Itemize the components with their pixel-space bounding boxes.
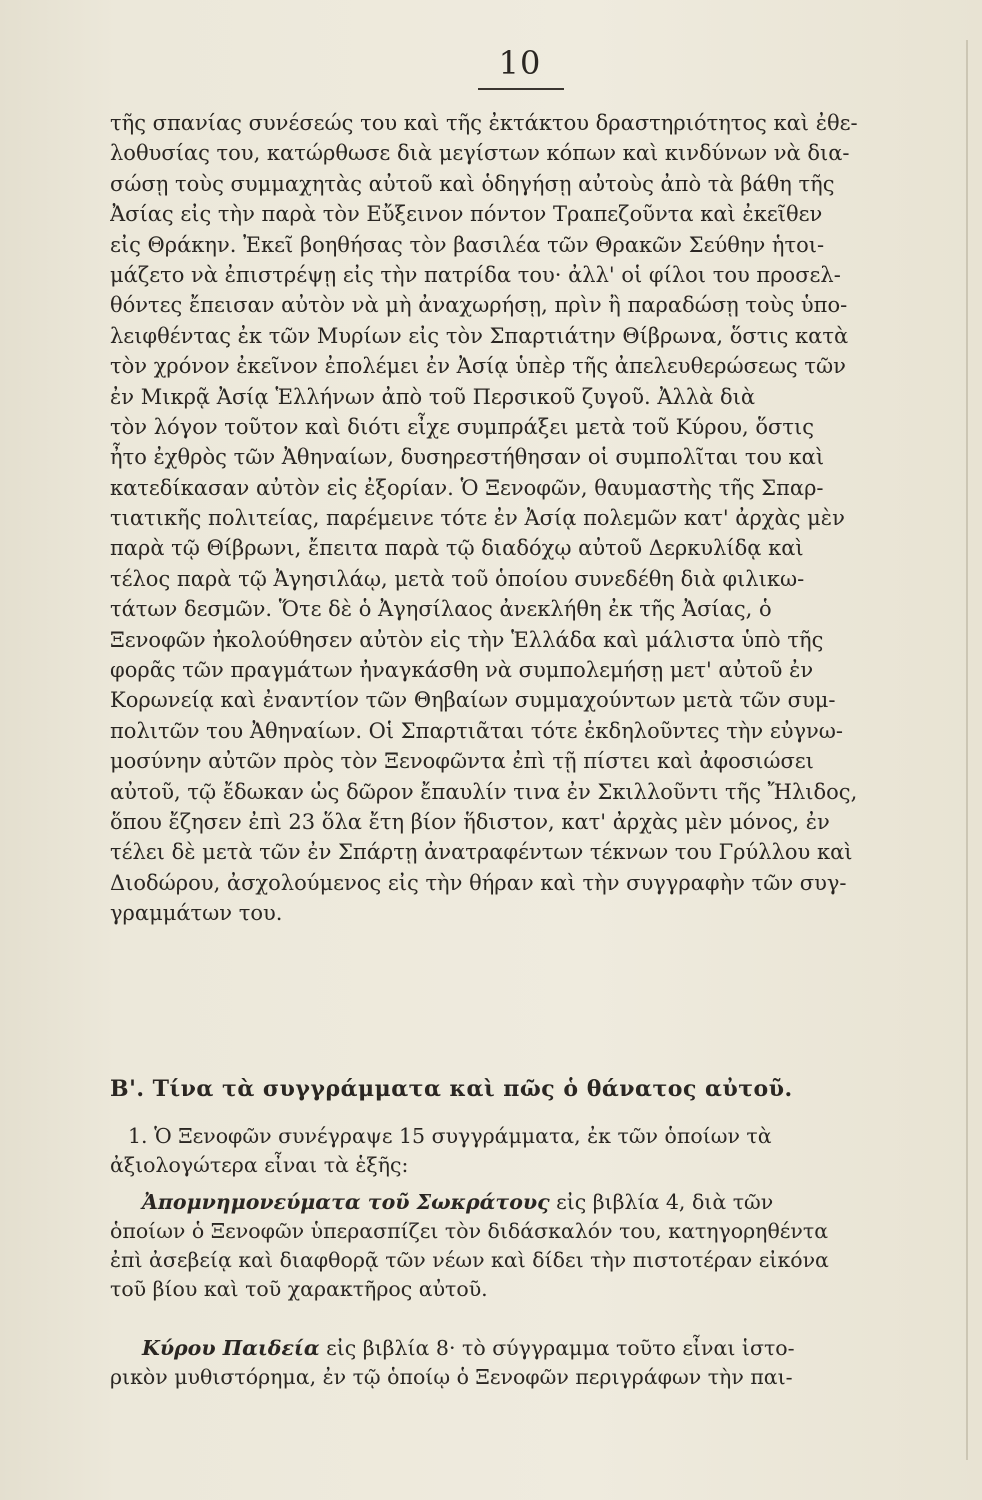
text-line: γραμμάτων του. (110, 901, 283, 926)
paragraph-3-first-line (110, 1188, 886, 1217)
text-line: τιατικῆς πολιτείας, παρέμεινε τότε ἐν Ἀσίᾳ πολεμῶν κατ' ἀρχὰς μὲν (110, 506, 845, 531)
text-line: τοῦ βίου καὶ τοῦ χαρακτῆρος αὐτοῦ. (110, 1277, 488, 1301)
paragraph-4 (110, 1334, 886, 1392)
text-line: 1. Ὁ Ξενοφῶν συνέγραψε 15 συγγράμματα, ἐκ τῶν ὁποίων τὰ (128, 1124, 772, 1148)
text-line: ὅπου ἔζησεν ἐπὶ 23 ὅλα ἔτη βίον ἥδιστον, κατ' ἀρχὰς μὲν μόνος, ἐν (110, 809, 830, 834)
text-line: τὸν χρόνον ἐκεῖνον ἐπολέμει ἐν Ἀσίᾳ ὑπὲρ τῆς ἀπελευθερώσεως τῶν (110, 354, 846, 379)
text-line: μάζετο νὰ ἐπιστρέψῃ εἰς τὴν πατρίδα του· ἀλλ' οἱ φίλοι του προσελ- (110, 262, 841, 287)
text-line: μοσύνην αὐτῶν πρὸς τὸν Ξενοφῶντα ἐπὶ τῇ πίστει καὶ ἀφοσιώσει (110, 749, 814, 774)
paragraph-4-first-rest: εἰς βιβλία 8· τὸ σύγγραμμα τοῦτο εἶναι ἱστο- (319, 1336, 795, 1360)
text-line: τάτων δεσμῶν. Ὅτε δὲ ὁ Ἀγησίλαος ἀνεκλήθη ἐκ τῆς Ἀσίας, ὁ (110, 597, 772, 622)
text-line: ρικὸν μυθιστόρημα, ἐν τῷ ὁποίῳ ὁ Ξενοφῶν περιγράφων τὴν παι- (110, 1365, 793, 1389)
text-line: ἦτο ἐχθρὸς τῶν Ἀθηναίων, δυσηρεστήθησαν οἱ συμπολῖται του καὶ (110, 445, 825, 470)
page-number: 10 (498, 44, 542, 82)
paragraph-2 (110, 1122, 886, 1180)
text-line: τέλος παρὰ τῷ Ἀγησιλάῳ, μετὰ τοῦ ὁποίου συνεδέθη διὰ φιλικω- (110, 566, 805, 591)
paragraph-3-lines (110, 1217, 886, 1304)
page-number-rule (478, 88, 564, 90)
paragraph-3-first-rest: εἰς βιβλία 4, διὰ τῶν (549, 1190, 774, 1214)
text-line: λειφθέντας ἐκ τῶν Μυρίων εἰς τὸν Σπαρτιάτην Θίβρωνα, ὅστις κατὰ (110, 323, 849, 348)
page-edge (966, 40, 968, 1460)
text-line: Διοδώρου, ἀσχολούμενος εἰς τὴν θήραν καὶ τὴν συγγραφὴν τῶν συγ- (110, 870, 847, 895)
text-line: σώσῃ τοὺς συμμαχητὰς αὐτοῦ καὶ ὁδηγήσῃ αὐτοὺς ἀπὸ τὰ βάθη τῆς (110, 171, 835, 196)
text-line: τέλει δὲ μετὰ τῶν ἐν Σπάρτῃ ἀνατραφέντων τέκνων του Γρύλλου καὶ (110, 840, 853, 865)
paragraph-1 (110, 108, 886, 929)
text-line: Ξενοφῶν ἠκολούθησεν αὐτὸν εἰς τὴν Ἑλλάδα καὶ μάλιστα ὑπὸ τῆς (110, 627, 824, 652)
text-line: θόντες ἔπεισαν αὐτὸν νὰ μὴ ἀναχωρήσῃ, πρὶν ἢ παραδώσῃ τοὺς ὑπο- (110, 293, 848, 318)
paragraph-4-lines (110, 1363, 886, 1392)
text-line: πολιτῶν του Ἀθηναίων. Οἱ Σπαρτιᾶται τότε ἐκδηλοῦντες τὴν εὐγνω- (110, 718, 844, 743)
text-line: Κορωνείᾳ καὶ ἐναντίον τῶν Θηβαίων συμμαχούντων μετὰ τῶν συμ- (110, 688, 836, 713)
text-line: φορᾶς τῶν πραγμάτων ἠναγκάσθη νὰ συμπολεμήσῃ μετ' αὐτοῦ ἐν (110, 658, 814, 683)
text-line: ἐν Μικρᾷ Ἀσίᾳ Ἑλλήνων ἀπὸ τοῦ Περσικοῦ ζυγοῦ. Ἀλλὰ διὰ (110, 384, 756, 409)
text-line: Ἀσίας εἰς τὴν παρὰ τὸν Εὔξεινον πόντον Τραπεζοῦντα καὶ ἐκεῖθεν (110, 202, 823, 227)
text-line: εἰς Θράκην. Ἐκεῖ βοηθήσας τὸν βασιλέα τῶν Θρακῶν Σεύθην ἡτοι- (110, 232, 825, 257)
paragraph-4-first-line (110, 1334, 886, 1363)
work-title: Ἀπομνημονεύματα τοῦ Σωκράτους (142, 1190, 550, 1214)
text-line: τῆς σπανίας συνέσεώς του καὶ τῆς ἐκτάκτου δραστηριότητος καὶ ἐθε- (110, 111, 858, 135)
text-line: παρὰ τῷ Θίβρωνι, ἔπειτα παρὰ τῷ διαδόχῳ αὐτοῦ Δερκυλίδᾳ καὶ (110, 536, 804, 561)
work-title: Κύρου Παιδεία (142, 1336, 320, 1360)
text-line: λοθυσίας του, κατώρθωσε διὰ μεγίστων κόπων καὶ κινδύνων νὰ δια- (110, 141, 850, 166)
text-line: ἀξιολογώτερα εἶναι τὰ ἑξῆς: (110, 1153, 409, 1177)
text-line: τὸν λόγον τοῦτον καὶ διότι εἶχε συμπράξει μετὰ τοῦ Κύρου, ὅστις (110, 414, 814, 439)
text-line: ἐπὶ ἀσεβείᾳ καὶ διαφθορᾷ τῶν νέων καὶ δίδει τὴν πιστοτέραν εἰκόνα (110, 1248, 829, 1272)
text-line: κατεδίκασαν αὐτὸν εἰς ἐξορίαν. Ὁ Ξενοφῶν, θαυμαστὴς τῆς Σπαρ- (110, 475, 824, 500)
paragraph-3 (110, 1188, 886, 1304)
text-line: ὁποίων ὁ Ξενοφῶν ὑπερασπίζει τὸν διδάσκαλόν του, κατηγορηθέντα (110, 1219, 829, 1243)
text-line: αὐτοῦ, τῷ ἔδωκαν ὡς δῶρον ἔπαυλίν τινα ἐν Σκιλλοῦντι τῆς Ἤλιδος, (110, 779, 858, 804)
section-heading: Β'. Τίνα τὰ συγγράμματα καὶ πῶς ὁ θάνατος αὐτοῦ. (110, 1076, 793, 1102)
